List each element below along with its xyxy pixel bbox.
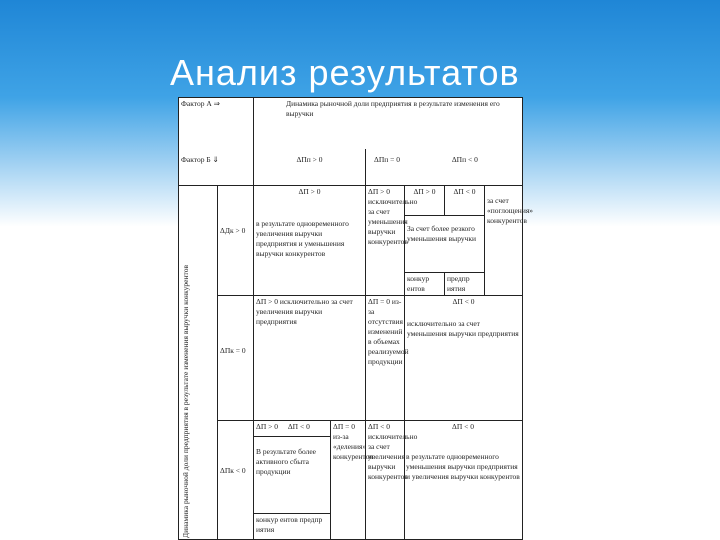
row2-c-head: ΔП < 0: [452, 297, 475, 306]
row1-c-gt: ΔП > 0: [404, 185, 445, 216]
row3-label: ΔПк < 0: [217, 420, 254, 540]
col-gt: ΔПп > 0: [253, 149, 366, 186]
row1-c-right: предпр иятия: [444, 272, 485, 296]
row2-a: ΔП > 0 исключительно за счет увеличения выручки предприятия: [253, 295, 366, 421]
row1-c-lt: ΔП < 0: [444, 185, 485, 216]
row2-label: ΔПк = 0: [217, 295, 254, 421]
slide-title: Анализ результатов: [170, 52, 520, 93]
row3-b: ΔП = 0 из-за «деления» конкурентов: [330, 420, 366, 540]
row1-a: [253, 185, 366, 296]
col-eq-lt: [365, 149, 523, 186]
row3-a-head: [253, 420, 331, 437]
row1-c-left: конкур ентов: [404, 272, 445, 296]
row3-d-text: в результате одновременного уменьшения выручки предприятия и увеличения выручки конкурентов: [406, 452, 520, 481]
factor-header-cell: [178, 97, 254, 186]
analysis-table: [178, 97, 534, 540]
row3-d: [404, 420, 523, 540]
row3-a-left: конкур ентов: [256, 515, 298, 524]
side-label: Динамика рыночной доли предприятия в результате изменения выручки конкурентов: [181, 265, 190, 538]
row3-a-gt: ΔП > 0: [256, 422, 278, 431]
row3-d-head: ΔП < 0: [452, 422, 474, 431]
col-lt: ΔПп < 0: [451, 155, 478, 164]
header-title: Динамика рыночной доли предприятия в результате изменения его выручки: [286, 99, 500, 118]
row2-c: [404, 295, 523, 421]
row3-a-lt: ΔП < 0: [287, 422, 310, 431]
factor-a-label: Фактор А ⇒: [181, 99, 220, 108]
row1-c-mid: За счет более резкого уменьшения выручки: [404, 215, 485, 273]
row3-a-bottom: [253, 513, 331, 540]
row2-b: ΔП = 0 из-за отсутствия изменений в объемах реализуемой продукции: [365, 295, 405, 421]
row1-label: ΔДк > 0: [217, 185, 254, 296]
row3-c: ΔП < 0 исключительно за счет увеличения выручки конкурентов: [365, 420, 405, 540]
row1-d: за счет «поглощения» конкурентов: [484, 185, 523, 296]
factor-b-label: Фактор Б ⇓: [181, 155, 219, 164]
row1-a-text: в результате одновременного увеличения выручки предприятия и уменьшения выручки конкурентов: [256, 219, 349, 258]
row3-a-text: В результате более активного сбыта продукции: [253, 436, 331, 514]
row3-a-right: предпр иятия: [256, 515, 323, 534]
row2-c-text: исключительно за счет уменьшения выручки предприятия: [407, 319, 519, 338]
col-eq: ΔПп = 0: [374, 155, 400, 164]
row1-b: ΔП > 0 исключительно за счет уменьшения выручки конкурентов: [365, 185, 405, 296]
row1-a-head: ΔП > 0: [298, 187, 321, 196]
side-label-cell: [178, 185, 218, 540]
